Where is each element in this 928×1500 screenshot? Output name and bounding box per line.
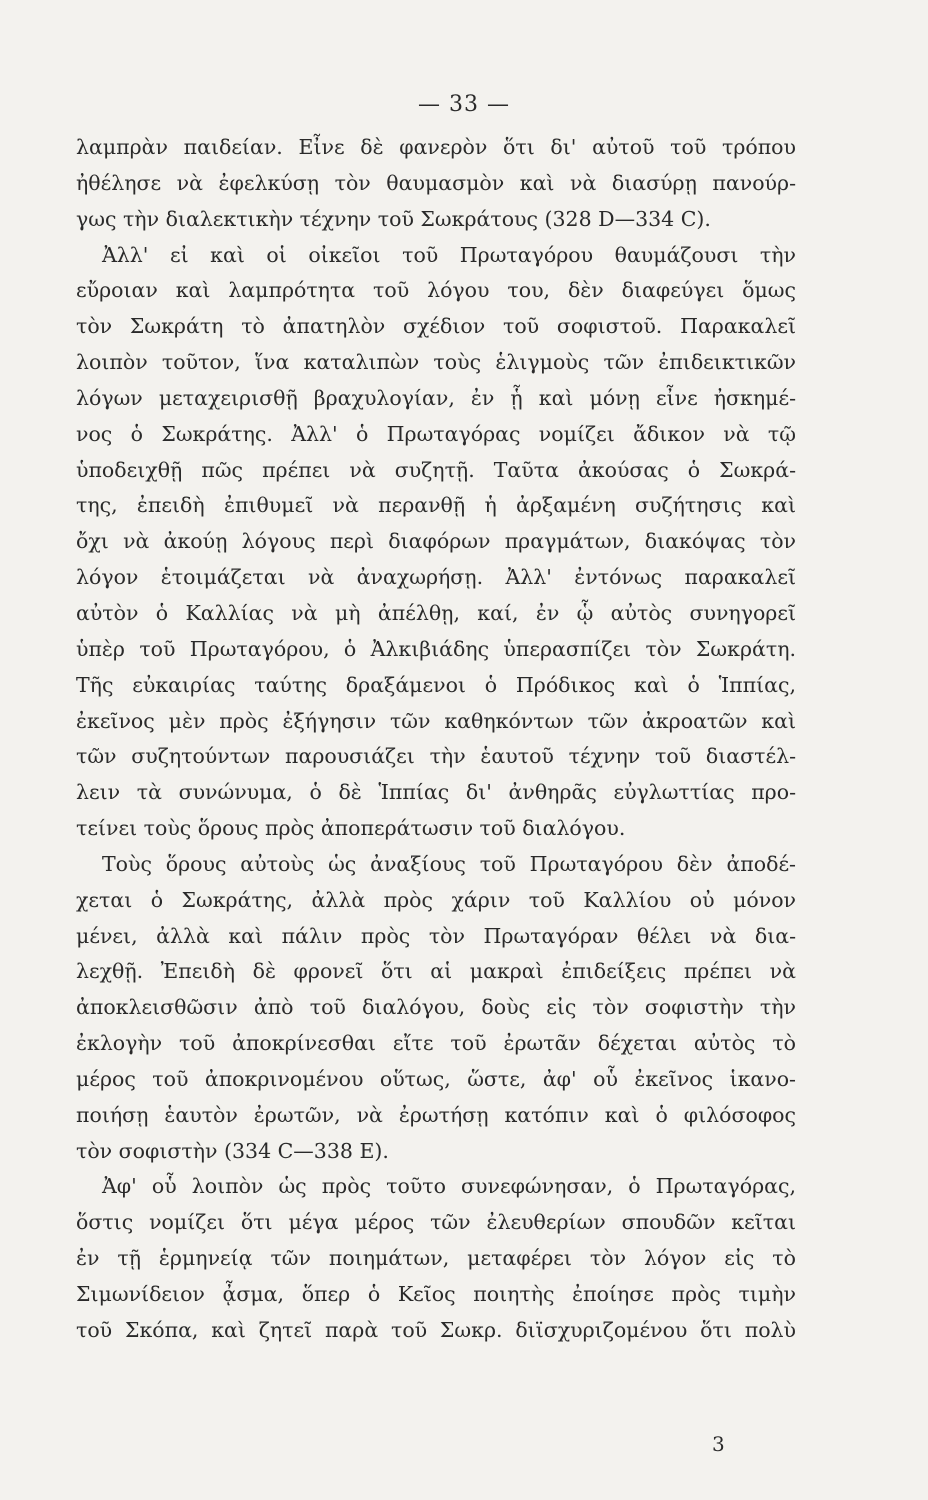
page-number: — 33 — xyxy=(418,92,510,117)
text-line: νος ὁ Σωκράτης. Ἀλλ' ὁ Πρωταγόρας νομίζει ἄδικον νὰ τῷ xyxy=(76,421,796,446)
text-line: χεται ὁ Σωκράτης, ἀλλὰ πρὸς χάριν τοῦ Καλλίου οὐ μόνον xyxy=(76,887,796,912)
text-line: τὸν Σωκράτη τὸ ἀπατηλὸν σχέδιον τοῦ σοφιστοῦ. Παρακαλεῖ xyxy=(76,314,796,339)
text-line: λαμπρὰν παιδείαν. Εἶνε δὲ φανερὸν ὅτι δι' αὐτοῦ τοῦ τρόπου xyxy=(76,135,796,159)
text-line: ἠθέλησε νὰ ἐφελκύσῃ τὸν θαυμασμὸν καὶ νὰ διασύρῃ πανούρ- xyxy=(76,170,796,195)
text-line: τείνει τοὺς ὅρους πρὸς ἀποπεράτωσιν τοῦ διαλόγου. xyxy=(76,816,626,841)
text-line: μέρος τοῦ ἀποκρινομένου οὕτως, ὥστε, ἀφ' οὗ ἐκεῖνος ἱκανο- xyxy=(76,1066,796,1091)
text-line: εὔροιαν καὶ λαμπρότητα τοῦ λόγου του, δὲν διαφεύγει ὅμως xyxy=(76,278,796,303)
text-line: λόγων μεταχειρισθῇ βραχυλογίαν, ἐν ᾗ καὶ μόνῃ εἶνε ἠσκημέ- xyxy=(76,385,796,410)
text-line: αὐτὸν ὁ Καλλίας νὰ μὴ ἀπέλθῃ, καί, ἐν ᾧ αὐτὸς συνηγορεῖ xyxy=(76,600,796,625)
text-line: ποιήσῃ ἑαυτὸν ἐρωτῶν, νὰ ἐρωτήσῃ κατόπιν καὶ ὁ φιλόσοφος xyxy=(76,1102,796,1127)
text-line: ὑπὲρ τοῦ Πρωταγόρου, ὁ Ἀλκιβιάδης ὑπερασπίζει τὸν Σωκράτη. xyxy=(76,636,796,661)
text-line: Ἀλλ' εἰ καὶ οἱ οἰκεῖοι τοῦ Πρωταγόρου θαυμάζουσι τὴν xyxy=(102,242,796,267)
text-line: ἐκεῖνος μὲν πρὸς ἐξήγησιν τῶν καθηκόντων τῶν ἀκροατῶν καὶ xyxy=(76,708,796,733)
text-line: Τῆς εὐκαιρίας ταύτης δραξάμενοι ὁ Πρόδικος καὶ ὁ Ἱππίας, xyxy=(76,672,796,697)
text-line: λόγον ἑτοιμάζεται νὰ ἀναχωρήσῃ. Ἀλλ' ἐντόνως παρακαλεῖ xyxy=(76,565,796,590)
text-line: Σιμωνίδειον ᾆσμα, ὅπερ ὁ Κεῖος ποιητὴς ἐποίησε πρὸς τιμὴν xyxy=(76,1282,796,1306)
text-line: τῶν συζητούντων παρουσιάζει τὴν ἑαυτοῦ τέχνην τοῦ διαστέλ- xyxy=(76,744,796,769)
body-text xyxy=(76,130,796,1349)
text-line: ἐν τῇ ἑρμηνείᾳ τῶν ποιημάτων, μεταφέρει τὸν λόγον εἰς τὸ xyxy=(76,1246,796,1271)
text-line: λεχθῇ. Ἐπειδὴ δὲ φρονεῖ ὅτι αἱ μακραὶ ἐπιδείξεις πρέπει νὰ xyxy=(76,959,796,984)
text-line: ἐκλογὴν τοῦ ἀποκρίνεσθαι εἴτε τοῦ ἐρωτᾶν δέχεται αὐτὸς τὸ xyxy=(76,1031,796,1056)
text-line: μένει, ἀλλὰ καὶ πάλιν πρὸς τὸν Πρωταγόραν θέλει νὰ δια- xyxy=(76,923,796,948)
text-line: ὄχι νὰ ἀκούῃ λόγους περὶ διαφόρων πραγμάτων, διακόψας τὸν xyxy=(76,529,796,554)
text-line: ὅστις νομίζει ὅτι μέγα μέρος τῶν ἐλευθερίων σπουδῶν κεῖται xyxy=(76,1210,796,1235)
text-line: τὸν σοφιστὴν (334 C—338 E). xyxy=(76,1138,389,1163)
text-line: Τοὺς ὅρους αὐτοὺς ὡς ἀναξίους τοῦ Πρωταγόρου δὲν ἀποδέ- xyxy=(102,851,796,876)
text-line: τοῦ Σκόπα, καὶ ζητεῖ παρὰ τοῦ Σωκρ. διϊσχυριζομένου ὅτι πολὺ xyxy=(76,1317,796,1342)
text-line: λειν τὰ συνώνυμα, ὁ δὲ Ἱππίας δι' ἀνθηρᾶς εὐγλωττίας προ- xyxy=(76,780,796,805)
text-line: ἀποκλεισθῶσιν ἀπὸ τοῦ διαλόγου, δοὺς εἰς τὸν σοφιστὴν τὴν xyxy=(76,995,796,1020)
text-line: ὑποδειχθῇ πῶς πρέπει νὰ συζητῇ. Ταῦτα ἀκούσας ὁ Σωκρά- xyxy=(76,457,796,482)
text-line: της, ἐπειδὴ ἐπιθυμεῖ νὰ περανθῇ ἡ ἀρξαμένη συζήτησις καὶ xyxy=(76,493,796,518)
text-line: Ἀφ' οὗ λοιπὸν ὡς πρὸς τοῦτο συνεφώνησαν, ὁ Πρωταγόρας, xyxy=(102,1174,796,1199)
text-line: λοιπὸν τοῦτον, ἵνα καταλιπὼν τοὺς ἑλιγμοὺς τῶν ἐπιδεικτικῶν xyxy=(76,350,796,375)
signature-mark: 3 xyxy=(712,1432,725,1456)
text-line: γως τὴν διαλεκτικὴν τέχνην τοῦ Σωκράτους (328 D—334 C). xyxy=(76,206,711,231)
